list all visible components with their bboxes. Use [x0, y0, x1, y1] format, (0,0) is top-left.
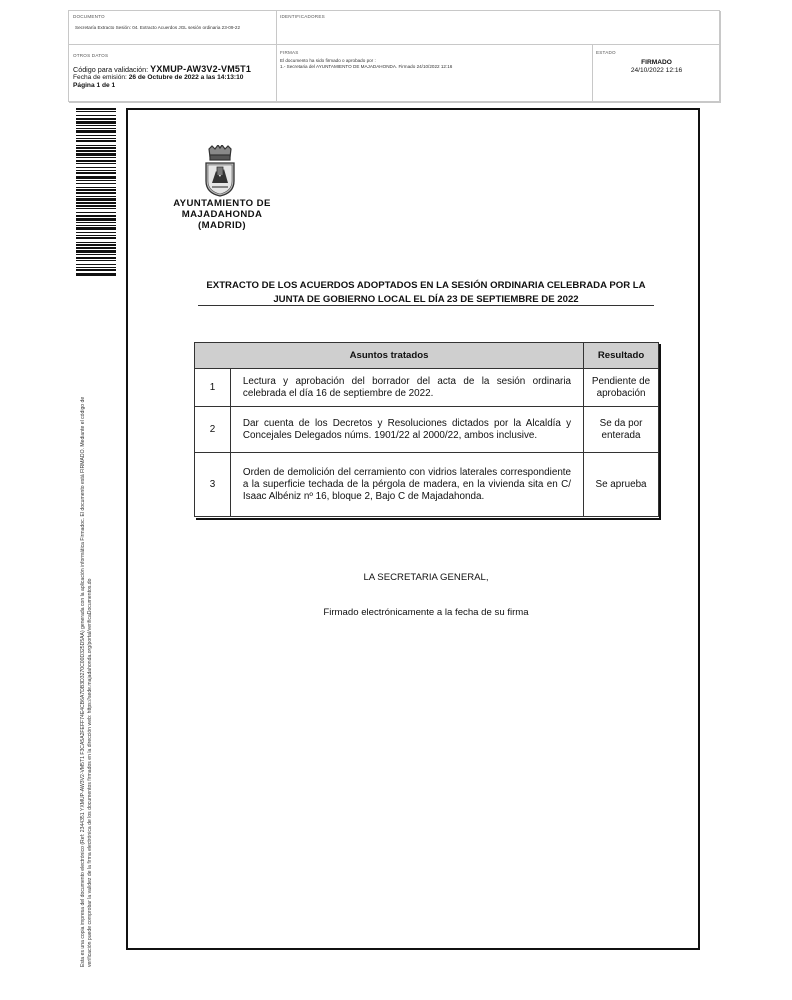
- identificadores-label: IDENTIFICADORES: [280, 14, 325, 19]
- header-asuntos: Asuntos tratados: [195, 343, 584, 369]
- document-header: [68, 10, 720, 102]
- verification-side-text: [80, 297, 94, 967]
- codigo-value[interactable]: YXMUP-AW3V2-VM5T1: [150, 64, 252, 74]
- municipality-name: [160, 198, 284, 231]
- row-number: 2: [195, 407, 231, 453]
- codigo-label: Código para validación:: [73, 65, 149, 74]
- header-resultado: Resultado: [584, 343, 659, 369]
- barcode: [76, 108, 116, 276]
- row-number: 1: [195, 369, 231, 407]
- fecha-emision: [73, 74, 272, 82]
- table-row: [195, 407, 659, 453]
- side-text-line2: verificación puede comprobar la validez de la firma electrónica de los documentos firmados en la dirección web: https://sede.majadahonda.org/portal/verificaDocumentos.do: [87, 578, 93, 967]
- row-asunto: Lectura y aprobación del borrador del acta de la sesión ordinaria celebrada el día 16 de septiembre de 2022.: [230, 369, 583, 407]
- table-shadow-bottom: [196, 518, 661, 520]
- row-number: 3: [195, 453, 231, 517]
- row-resultado: Pendiente de aprobación: [584, 369, 659, 407]
- table-row: [195, 369, 659, 407]
- documento-cell: [69, 11, 277, 45]
- documento-label: DOCUMENTO: [73, 14, 105, 19]
- estado-label: ESTADO: [596, 50, 616, 55]
- municipal-crest-icon: [202, 145, 238, 197]
- fecha-emision-label: Fecha de emisión:: [73, 74, 127, 81]
- estado-value: FIRMADO: [641, 59, 672, 66]
- otros-datos-cell: [69, 45, 277, 103]
- table-row: [195, 453, 659, 517]
- otros-datos-label: OTROS DATOS: [73, 53, 109, 58]
- estado-fecha: 24/10/2022 12:16: [630, 67, 683, 74]
- signature-role: LA SECRETARIA GENERAL,: [363, 572, 489, 583]
- row-resultado: Se da por enterada: [584, 407, 659, 453]
- page-count: Página 1 de 1: [73, 82, 116, 89]
- agreements-table: [194, 342, 659, 517]
- signature-note: Firmado electrónicamente a la fecha de su firma: [323, 607, 529, 618]
- firmas-line1: El documento ha sido firmado o aprobado por :: [280, 58, 376, 63]
- estado-cell: [593, 45, 721, 103]
- firmas-label: FIRMAS: [280, 50, 299, 55]
- identificadores-cell: [277, 11, 721, 45]
- page-frame: [126, 108, 700, 950]
- municipality-line1: AYUNTAMIENTO DE: [173, 198, 271, 209]
- row-asunto: Dar cuenta de los Decretos y Resoluciones dictados por la Alcaldía y Concejales Delegados núms. 1901/22 al 2000/22, ambos inclusive.: [230, 407, 583, 453]
- firmas-cell: [277, 45, 593, 103]
- row-asunto: Orden de demolición del cerramiento con vidrios laterales correspondiente a la superficie techada de la pérgola de madera, en la vivienda sita en C/ Isaac Albéniz nº 16, bloque 2, Bajo C de Majadahonda.: [230, 453, 583, 517]
- documento-value: Secretaría Extracto Sesión: 04. Extracto Acuerdos JGL sesión ordinaria 23-09-22: [75, 25, 241, 30]
- fecha-emision-value: 26 de Octubre de 2022 a las 14:13:10: [128, 74, 244, 81]
- document-title: EXTRACTO DE LOS ACUERDOS ADOPTADOS EN LA SESIÓN ORDINARIA CELEBRADA POR LA JUNTA DE GOBIERNO LOCAL EL DÍA 23 DE SEPTIEMBRE DE 2022: [206, 280, 646, 305]
- side-text-line1: Esta es una copia impresa del documento electrónico (Ref: 2344351 YXMUP-AW3V2-VM5T1 F3CA5A2FEFF74E4CB6A7DB3D3270C00D325D5AA) generada con la aplicación informática Firmadoc. El documento está FIRMADO. Mediante el código de: [80, 396, 86, 967]
- table-header-row: [195, 343, 659, 369]
- title-underline: [198, 305, 654, 306]
- firmas-line2: 1.- Secretaria del AYUNTAMIENTO DE MAJADAHONDA. Firmado 24/10/2022 12:16: [280, 64, 453, 69]
- municipality-line2: MAJADAHONDA: [181, 209, 263, 220]
- table-shadow-right: [659, 344, 661, 520]
- codigo-validacion: [73, 65, 272, 74]
- municipality-line3: (MADRID): [198, 220, 246, 231]
- row-resultado: Se aprueba: [584, 453, 659, 517]
